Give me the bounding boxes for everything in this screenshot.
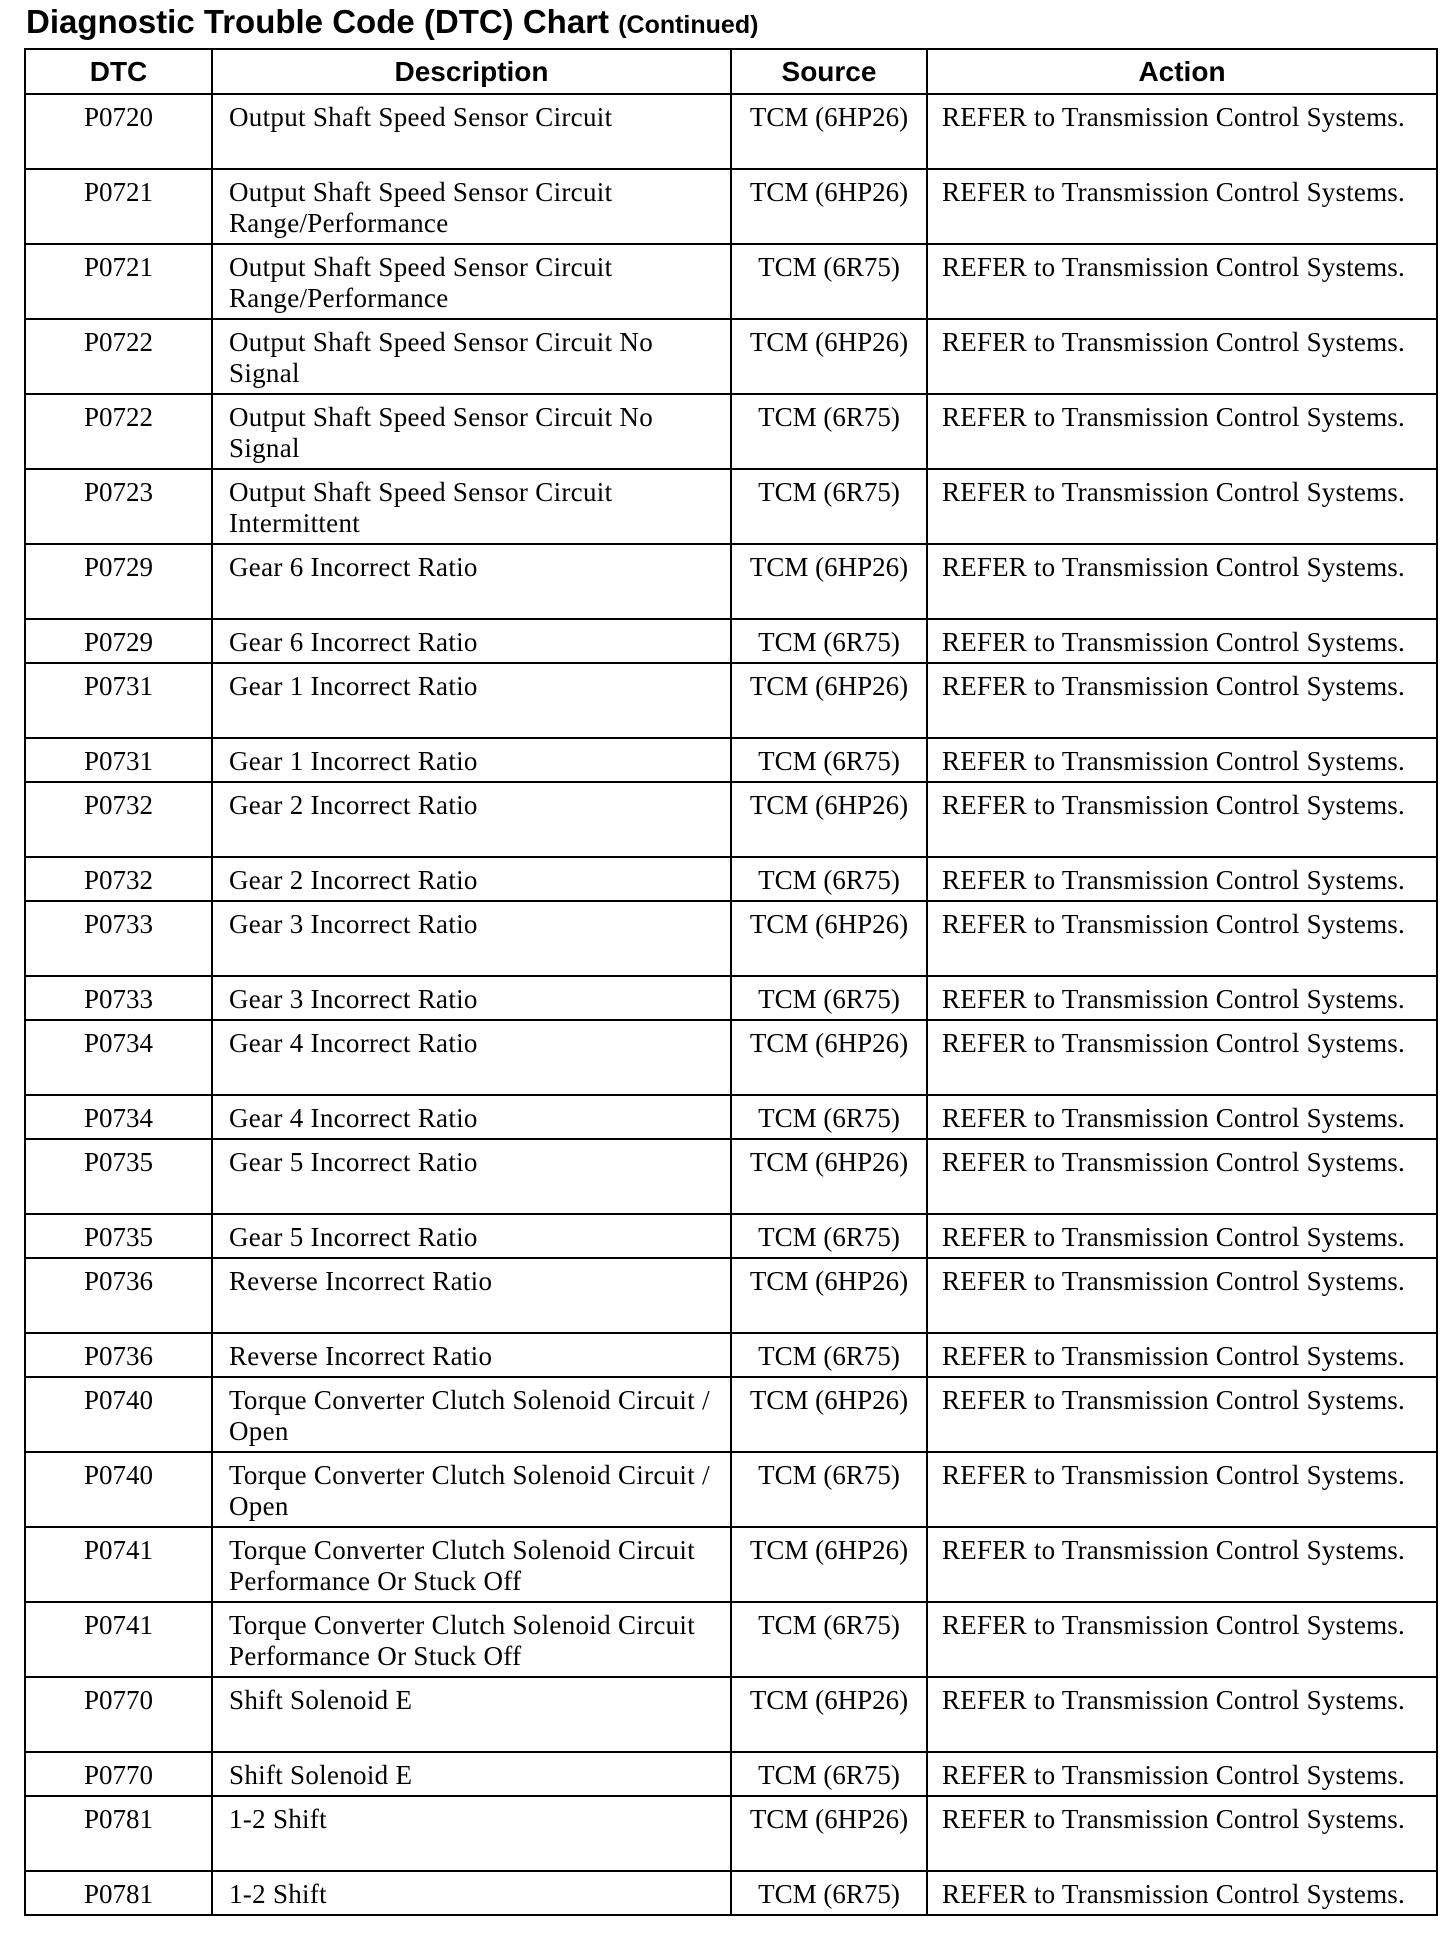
dtc-action: REFER to Transmission Control Systems. — [927, 901, 1437, 976]
table-row — [25, 169, 1437, 244]
dtc-action: REFER to Transmission Control Systems. — [927, 1095, 1437, 1139]
dtc-action: REFER to Transmission Control Systems. — [927, 1377, 1437, 1452]
dtc-action: REFER to Transmission Control Systems. — [927, 1333, 1437, 1377]
table-row — [25, 1677, 1437, 1752]
dtc-source: TCM (6R75) — [731, 1752, 927, 1796]
dtc-source: TCM (6R75) — [731, 394, 927, 469]
table-body — [25, 94, 1437, 1915]
table-row — [25, 1527, 1437, 1602]
dtc-action: REFER to Transmission Control Systems. — [927, 663, 1437, 738]
dtc-description: Output Shaft Speed Sensor Circuit — [212, 94, 731, 169]
dtc-description: Gear 5 Incorrect Ratio — [212, 1214, 731, 1258]
dtc-action: REFER to Transmission Control Systems. — [927, 857, 1437, 901]
table-row — [25, 1871, 1437, 1915]
dtc-source: TCM (6HP26) — [731, 901, 927, 976]
dtc-action: REFER to Transmission Control Systems. — [927, 976, 1437, 1020]
table-row — [25, 857, 1437, 901]
dtc-source: TCM (6HP26) — [731, 1796, 927, 1871]
dtc-description: Output Shaft Speed Sensor Circuit Intermittent — [212, 469, 731, 544]
table-row — [25, 663, 1437, 738]
dtc-description: Torque Converter Clutch Solenoid Circuit Performance Or Stuck Off — [212, 1602, 731, 1677]
dtc-code: P0721 — [25, 244, 212, 319]
dtc-description: Reverse Incorrect Ratio — [212, 1258, 731, 1333]
table-row — [25, 1020, 1437, 1095]
dtc-description: 1-2 Shift — [212, 1796, 731, 1871]
page-title — [26, 2, 758, 45]
dtc-action: REFER to Transmission Control Systems. — [927, 1677, 1437, 1752]
dtc-description: Torque Converter Clutch Solenoid Circuit / Open — [212, 1452, 731, 1527]
dtc-code: P0732 — [25, 782, 212, 857]
dtc-source: TCM (6R75) — [731, 619, 927, 663]
table-row — [25, 544, 1437, 619]
dtc-description: Shift Solenoid E — [212, 1752, 731, 1796]
table-header-row — [25, 49, 1437, 94]
dtc-source: TCM (6HP26) — [731, 1677, 927, 1752]
dtc-code: P0720 — [25, 94, 212, 169]
dtc-action: REFER to Transmission Control Systems. — [927, 544, 1437, 619]
table-row — [25, 244, 1437, 319]
dtc-source: TCM (6R75) — [731, 1602, 927, 1677]
dtc-source: TCM (6HP26) — [731, 94, 927, 169]
dtc-code: P0732 — [25, 857, 212, 901]
dtc-source: TCM (6HP26) — [731, 1020, 927, 1095]
dtc-description: Gear 4 Incorrect Ratio — [212, 1020, 731, 1095]
dtc-action: REFER to Transmission Control Systems. — [927, 244, 1437, 319]
dtc-code: P0735 — [25, 1139, 212, 1214]
dtc-code: P0741 — [25, 1602, 212, 1677]
dtc-source: TCM (6R75) — [731, 1095, 927, 1139]
dtc-source: TCM (6R75) — [731, 469, 927, 544]
dtc-code: P0733 — [25, 976, 212, 1020]
dtc-description: Gear 3 Incorrect Ratio — [212, 976, 731, 1020]
table-row — [25, 1258, 1437, 1333]
table-row — [25, 976, 1437, 1020]
dtc-code: P0734 — [25, 1020, 212, 1095]
table-row — [25, 1452, 1437, 1527]
dtc-action: REFER to Transmission Control Systems. — [927, 394, 1437, 469]
dtc-source: TCM (6HP26) — [731, 663, 927, 738]
header-source: Source — [731, 49, 927, 94]
dtc-action: REFER to Transmission Control Systems. — [927, 1214, 1437, 1258]
dtc-source: TCM (6HP26) — [731, 1139, 927, 1214]
dtc-code: P0722 — [25, 394, 212, 469]
dtc-code: P0740 — [25, 1452, 212, 1527]
dtc-source: TCM (6R75) — [731, 1871, 927, 1915]
table-row — [25, 619, 1437, 663]
dtc-code: P0722 — [25, 319, 212, 394]
dtc-source: TCM (6R75) — [731, 1452, 927, 1527]
dtc-source: TCM (6HP26) — [731, 1258, 927, 1333]
table-row — [25, 469, 1437, 544]
dtc-description: Gear 6 Incorrect Ratio — [212, 619, 731, 663]
dtc-source: TCM (6R75) — [731, 976, 927, 1020]
dtc-action: REFER to Transmission Control Systems. — [927, 1796, 1437, 1871]
dtc-source: TCM (6R75) — [731, 1333, 927, 1377]
dtc-description: Output Shaft Speed Sensor Circuit No Signal — [212, 394, 731, 469]
dtc-action: REFER to Transmission Control Systems. — [927, 1452, 1437, 1527]
dtc-source: TCM (6HP26) — [731, 544, 927, 619]
dtc-source: TCM (6R75) — [731, 738, 927, 782]
dtc-description: Gear 2 Incorrect Ratio — [212, 782, 731, 857]
table-row — [25, 1095, 1437, 1139]
table-row — [25, 1752, 1437, 1796]
dtc-code: P0740 — [25, 1377, 212, 1452]
title-main: Diagnostic Trouble Code (DTC) Chart — [26, 3, 610, 40]
dtc-code: P0741 — [25, 1527, 212, 1602]
dtc-code: P0736 — [25, 1333, 212, 1377]
dtc-code: P0721 — [25, 169, 212, 244]
dtc-action: REFER to Transmission Control Systems. — [927, 782, 1437, 857]
dtc-source: TCM (6R75) — [731, 857, 927, 901]
dtc-code: P0723 — [25, 469, 212, 544]
table-row — [25, 1333, 1437, 1377]
dtc-code: P0729 — [25, 619, 212, 663]
dtc-description: Reverse Incorrect Ratio — [212, 1333, 731, 1377]
dtc-description: 1-2 Shift — [212, 1871, 731, 1915]
table-row — [25, 738, 1437, 782]
dtc-action: REFER to Transmission Control Systems. — [927, 169, 1437, 244]
dtc-action: REFER to Transmission Control Systems. — [927, 1139, 1437, 1214]
header-action: Action — [927, 49, 1437, 94]
dtc-source: TCM (6HP26) — [731, 1377, 927, 1452]
dtc-code: P0729 — [25, 544, 212, 619]
dtc-source: TCM (6HP26) — [731, 319, 927, 394]
dtc-description: Gear 5 Incorrect Ratio — [212, 1139, 731, 1214]
dtc-description: Gear 2 Incorrect Ratio — [212, 857, 731, 901]
dtc-description: Output Shaft Speed Sensor Circuit Range/Performance — [212, 169, 731, 244]
table-row — [25, 1377, 1437, 1452]
dtc-description: Gear 1 Incorrect Ratio — [212, 663, 731, 738]
dtc-action: REFER to Transmission Control Systems. — [927, 94, 1437, 169]
dtc-code: P0770 — [25, 1752, 212, 1796]
table-row — [25, 94, 1437, 169]
dtc-action: REFER to Transmission Control Systems. — [927, 738, 1437, 782]
table-row — [25, 1139, 1437, 1214]
table-row — [25, 901, 1437, 976]
table-row — [25, 782, 1437, 857]
title-suffix: (Continued) — [618, 11, 759, 39]
dtc-code: P0735 — [25, 1214, 212, 1258]
dtc-action: REFER to Transmission Control Systems. — [927, 1871, 1437, 1915]
dtc-description: Gear 6 Incorrect Ratio — [212, 544, 731, 619]
dtc-action: REFER to Transmission Control Systems. — [927, 469, 1437, 544]
dtc-code: P0731 — [25, 738, 212, 782]
dtc-description: Torque Converter Clutch Solenoid Circuit / Open — [212, 1377, 731, 1452]
dtc-source: TCM (6HP26) — [731, 782, 927, 857]
dtc-code: P0733 — [25, 901, 212, 976]
dtc-source: TCM (6R75) — [731, 1214, 927, 1258]
dtc-description: Gear 4 Incorrect Ratio — [212, 1095, 731, 1139]
header-description: Description — [212, 49, 731, 94]
dtc-description: Output Shaft Speed Sensor Circuit No Signal — [212, 319, 731, 394]
dtc-code: P0731 — [25, 663, 212, 738]
dtc-description: Gear 3 Incorrect Ratio — [212, 901, 731, 976]
dtc-action: REFER to Transmission Control Systems. — [927, 1752, 1437, 1796]
dtc-source: TCM (6HP26) — [731, 1527, 927, 1602]
dtc-description: Torque Converter Clutch Solenoid Circuit Performance Or Stuck Off — [212, 1527, 731, 1602]
table-row — [25, 394, 1437, 469]
dtc-table — [24, 48, 1438, 1916]
dtc-action: REFER to Transmission Control Systems. — [927, 319, 1437, 394]
table-row — [25, 1214, 1437, 1258]
table-row — [25, 1796, 1437, 1871]
table-row — [25, 1602, 1437, 1677]
dtc-action: REFER to Transmission Control Systems. — [927, 1527, 1437, 1602]
dtc-action: REFER to Transmission Control Systems. — [927, 1020, 1437, 1095]
dtc-source: TCM (6R75) — [731, 244, 927, 319]
dtc-action: REFER to Transmission Control Systems. — [927, 1602, 1437, 1677]
dtc-description: Gear 1 Incorrect Ratio — [212, 738, 731, 782]
dtc-action: REFER to Transmission Control Systems. — [927, 1258, 1437, 1333]
dtc-description: Output Shaft Speed Sensor Circuit Range/Performance — [212, 244, 731, 319]
table-row — [25, 319, 1437, 394]
dtc-code: P0781 — [25, 1871, 212, 1915]
dtc-action: REFER to Transmission Control Systems. — [927, 619, 1437, 663]
dtc-code: P0736 — [25, 1258, 212, 1333]
dtc-code: P0734 — [25, 1095, 212, 1139]
header-dtc: DTC — [25, 49, 212, 94]
dtc-source: TCM (6HP26) — [731, 169, 927, 244]
dtc-description: Shift Solenoid E — [212, 1677, 731, 1752]
dtc-code: P0781 — [25, 1796, 212, 1871]
dtc-code: P0770 — [25, 1677, 212, 1752]
